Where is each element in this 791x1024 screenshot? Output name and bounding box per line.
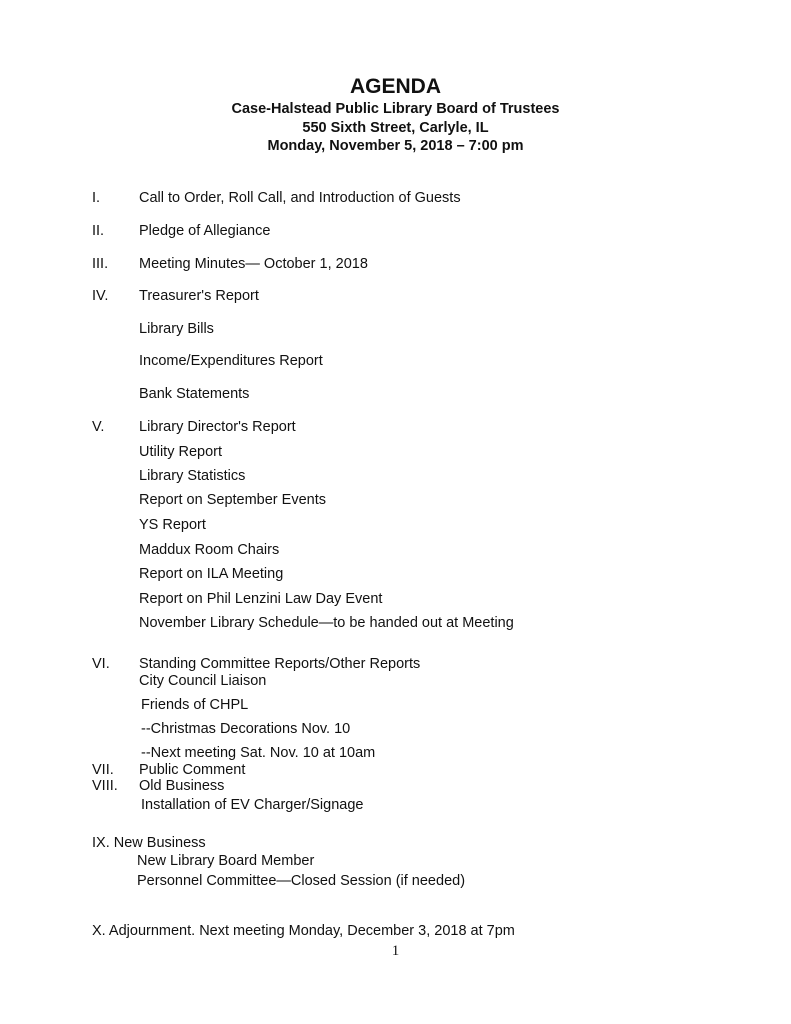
agenda-title: AGENDA [349, 75, 441, 98]
agenda-item-new-business: IX. New Business [92, 835, 206, 851]
page-number: 1 [391, 943, 400, 959]
agenda-item-meeting-minutes: Meeting Minutes— October 1, 2018 [139, 256, 368, 272]
sub-item: Utility Report [139, 444, 222, 460]
sub-item: Installation of EV Charger/Signage [141, 797, 364, 813]
item-number: VI. [92, 656, 110, 672]
item-number: V. [92, 419, 105, 435]
sub-item: --Christmas Decorations Nov. 10 [141, 721, 351, 737]
sub-item: YS Report [139, 517, 206, 533]
item-number: IV. [92, 288, 109, 304]
agenda-item-committee-reports: Standing Committee Reports/Other Reports [139, 656, 421, 672]
sub-item: November Library Schedule—to be handed out at Meeting [139, 615, 514, 631]
sub-item: Personnel Committee—Closed Session (if needed) [137, 873, 466, 889]
sub-item: Library Bills [139, 321, 214, 337]
sub-item: Income/Expenditures Report [139, 353, 323, 369]
agenda-item-call-to-order: Call to Order, Roll Call, and Introduction of Guests [139, 190, 461, 206]
sub-item: Report on September Events [139, 492, 326, 508]
sub-item: Bank Statements [139, 386, 250, 402]
agenda-item-pledge: Pledge of Allegiance [139, 223, 271, 239]
item-number: III. [92, 256, 109, 272]
sub-item: --Next meeting Sat. Nov. 10 at 10am [141, 745, 376, 761]
item-number: VIII. [92, 778, 118, 794]
organization-address: 550 Sixth Street, Carlyle, IL [302, 120, 489, 136]
sub-item: Report on ILA Meeting [139, 566, 284, 582]
item-number: VII. [92, 762, 114, 778]
item-number: I. [92, 190, 101, 206]
item-number: II. [92, 223, 105, 239]
agenda-item-public-comment: Public Comment [139, 762, 246, 778]
agenda-item-old-business: Old Business [139, 778, 225, 794]
agenda-item-treasurers-report: Treasurer's Report [139, 288, 259, 304]
sub-item: Library Statistics [139, 468, 246, 484]
sub-item: Friends of CHPL [141, 697, 249, 713]
sub-item: City Council Liaison [139, 673, 267, 689]
sub-item: New Library Board Member [137, 853, 315, 869]
meeting-date: Monday, November 5, 2018 – 7:00 pm [267, 138, 524, 154]
sub-item: Maddux Room Chairs [139, 542, 280, 558]
sub-item: Report on Phil Lenzini Law Day Event [139, 591, 383, 607]
agenda-item-adjournment: X. Adjournment. Next meeting Monday, December 3, 2018 at 7pm [92, 923, 515, 939]
agenda-item-directors-report: Library Director's Report [139, 419, 296, 435]
organization-name: Case-Halstead Public Library Board of Trustees [231, 101, 560, 117]
